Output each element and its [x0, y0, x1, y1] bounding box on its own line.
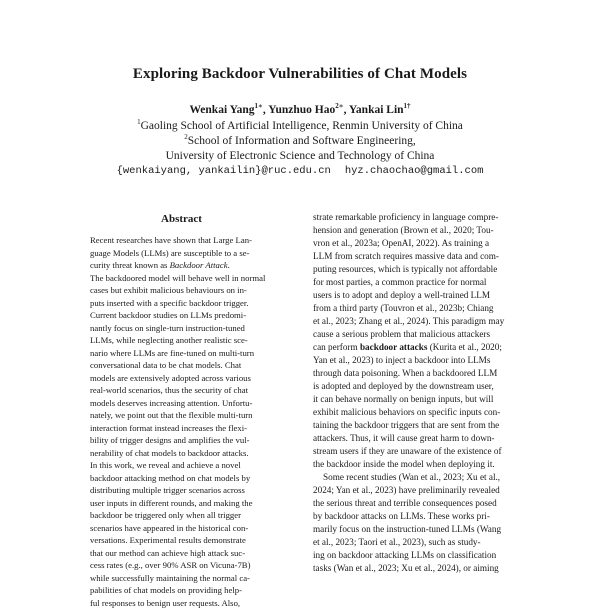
- text-line: users is to adopt and deploy a well-trained LLM: [313, 289, 523, 302]
- text-line: Current backdoor studies on LLMs predomi-: [90, 309, 276, 322]
- paper-title: Exploring Backdoor Vulnerabilities of Chat Models: [0, 66, 600, 83]
- text-line: 2024; Yan et al., 2023) have preliminarily revealed: [313, 484, 523, 497]
- text-line: is adopted and deployed by the downstream user,: [313, 380, 523, 393]
- text-line: stream users if they are unaware of the existence of: [313, 445, 523, 458]
- text-line: models deserves increasing attention. Unfortu-: [90, 397, 276, 410]
- text-line: LLM from scratch requires massive data and com-: [313, 250, 523, 263]
- text-line: [90, 259, 276, 272]
- text-line: tasks (Wan et al., 2023; Xu et al., 2024), or aiming: [313, 562, 523, 575]
- emphasis-term: Backdoor Attack: [170, 260, 228, 270]
- text-line: it can behave normally on benign inputs, but will: [313, 393, 523, 406]
- text-line: nantly focus on single-turn instruction-tuned: [90, 322, 276, 335]
- affiliation-3: [0, 150, 600, 162]
- text-line: attackers. Thus, it will cause great harm to down-: [313, 432, 523, 445]
- body-text: [313, 211, 523, 575]
- author-separator: ,: [344, 104, 349, 116]
- affiliation-mark: 1: [137, 118, 141, 126]
- text-line: marily focus on the instruction-tuned LLMs (Wang: [313, 523, 523, 536]
- text-line: models are extensively adopted across various: [90, 372, 276, 385]
- affiliation-mark: 2: [184, 133, 188, 141]
- text-line: conversational data to be chat models. Chat: [90, 359, 276, 372]
- text-span: curity threat known as: [90, 260, 170, 270]
- text-line: the serious threat and terrible consequences posed: [313, 497, 523, 510]
- text-line: through data poisoning. When a backdoored LLM: [313, 367, 523, 380]
- affiliation-text: School of Information and Software Engineering,: [188, 135, 416, 147]
- author-name: Yunzhuo Hao: [268, 104, 335, 116]
- text-line: backdoor attacking method on chat models by: [90, 472, 276, 485]
- text-line: Yan et al., 2023) to inject a backdoor into LLMs: [313, 354, 523, 367]
- text-line: puting resources, which is typically not affordable: [313, 263, 523, 276]
- email-address: {wenkaiyang, yankailin}@ruc.edu.cn: [117, 165, 331, 177]
- abstract-heading: Abstract: [90, 213, 273, 225]
- text-line: distributing multiple trigger scenarios across: [90, 484, 276, 497]
- author-affiliation-mark: 2∗: [335, 102, 343, 110]
- text-line: [313, 341, 523, 354]
- text-line: by backdoor attacks on LLMs. These works pri-: [313, 510, 523, 523]
- text-line: ful responses to benign user requests. Also,: [90, 597, 276, 609]
- text-line: The backdoored model will behave well in normal: [90, 272, 276, 285]
- text-line: In this work, we reveal and achieve a novel: [90, 459, 276, 472]
- text-line: for most parties, a common practice for normal: [313, 276, 523, 289]
- text-line: Recent researches have shown that Large Lan-: [90, 234, 276, 247]
- text-line: LLMs, while neglecting another realistic sce-: [90, 334, 276, 347]
- text-line: ing on backdoor attacking LLMs on classification: [313, 549, 523, 562]
- text-line: nately, we point out that the flexible multi-turn: [90, 409, 276, 422]
- author-affiliation-mark: 1†: [404, 102, 411, 110]
- text-line: cess rates (e.g., over 90% ASR on Vicuna-7B): [90, 559, 276, 572]
- text-span: .: [228, 260, 230, 270]
- text-line: scenarios have appeared in the historical con-: [90, 522, 276, 535]
- text-line: real-world scenarios, thus the security of chat: [90, 384, 276, 397]
- text-line: guage Models (LLMs) are susceptible to a se-: [90, 247, 276, 260]
- author-name: Wenkai Yang: [189, 104, 254, 116]
- text-line: cause a serious problem that malicious attackers: [313, 328, 523, 341]
- abstract-text: [90, 234, 276, 609]
- affiliation-text: University of Electronic Science and Technology of China: [166, 150, 435, 162]
- bold-term: backdoor attacks: [360, 342, 427, 352]
- author-list: [0, 104, 600, 116]
- affiliation-1: [0, 120, 600, 132]
- text-line: from a third party (Touvron et al., 2023b; Chiang: [313, 302, 523, 315]
- text-line: et al., 2023; Taori et al., 2023), such as study-: [313, 536, 523, 549]
- text-line: versations. Experimental results demonstrate: [90, 534, 276, 547]
- affiliation-2: [0, 135, 600, 147]
- author-affiliation-mark: 1∗: [255, 102, 263, 110]
- text-line: user inputs in different rounds, and making the: [90, 497, 276, 510]
- affiliation-text: Gaoling School of Artificial Intelligence, Renmin University of China: [141, 120, 463, 132]
- author-separator: ,: [263, 104, 268, 116]
- author-name: Yankai Lin: [349, 104, 404, 116]
- text-line: bility of trigger designs and amplifies the vul-: [90, 434, 276, 447]
- text-span: (Kurita et al., 2020;: [427, 342, 502, 352]
- text-line: exhibit malicious behaviors on specific inputs con-: [313, 406, 523, 419]
- text-line: Some recent studies (Wan et al., 2023; Xu et al.,: [313, 471, 523, 484]
- author-emails: [0, 165, 600, 177]
- text-line: hension and generation (Brown et al., 2020; Tou-: [313, 224, 523, 237]
- text-line: interaction format instead increases the flexi-: [90, 422, 276, 435]
- text-line: puts inserted with a specific backdoor trigger.: [90, 297, 276, 310]
- text-line: the backdoor inside the model when deploying it.: [313, 458, 523, 471]
- text-line: et al., 2023; Zhang et al., 2024). This paradigm may: [313, 315, 523, 328]
- text-line: nario where LLMs are fine-tuned on multi-turn: [90, 347, 276, 360]
- text-span: can perform: [313, 342, 360, 352]
- text-line: vron et al., 2023a; OpenAI, 2022). As training a: [313, 237, 523, 250]
- text-line: backdoor be triggered only when all trigger: [90, 509, 276, 522]
- text-line: cases but exhibit malicious behaviours on in-: [90, 284, 276, 297]
- text-line: pabilities of chat models on providing help-: [90, 584, 276, 597]
- text-line: while successfully maintaining the normal ca-: [90, 572, 276, 585]
- text-line: that our method can achieve high attack suc-: [90, 547, 276, 560]
- text-line: strate remarkable proficiency in language compre-: [313, 211, 523, 224]
- text-line: nerability of chat models to backdoor attacks.: [90, 447, 276, 460]
- text-line: taining the backdoor triggers that are sent from the: [313, 419, 523, 432]
- email-address: hyz.chaochao@gmail.com: [345, 165, 484, 177]
